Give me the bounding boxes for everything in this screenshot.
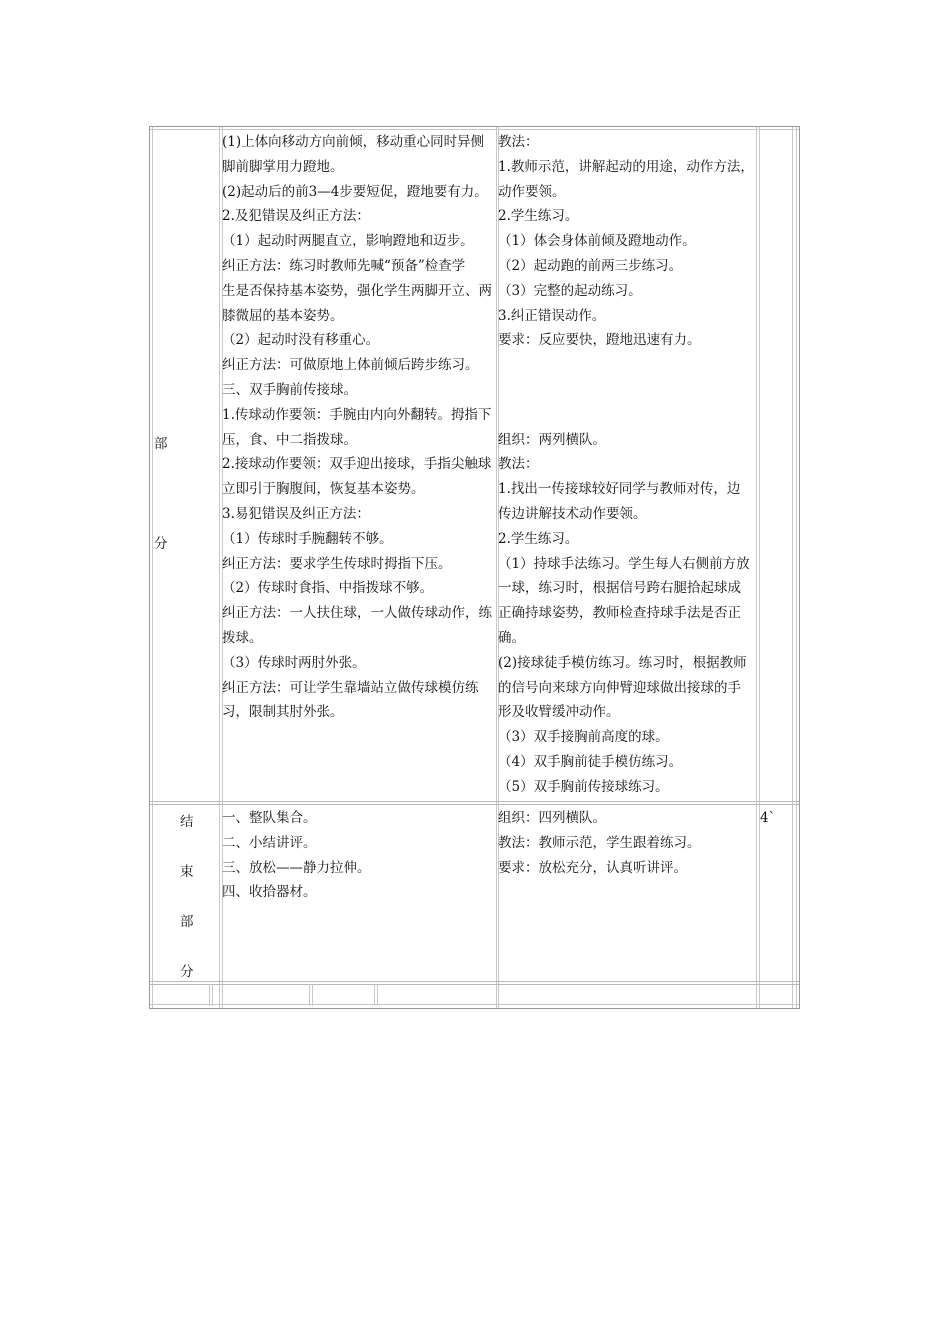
text-line: （3）传球时两肘外张。 [222,654,366,671]
col-line [756,127,757,1008]
text-line: 2.学生练习。 [498,530,579,547]
text-line: 2.及犯错误及纠正方法： [222,208,370,225]
main-section-label-2: 分 [154,536,168,552]
col-line [312,984,313,1006]
end-section-label-1: 结 [180,814,194,830]
text-line: 压，食、中二指拨球。 [222,431,357,448]
text-line: 纠正方法：要求学生传球时拇指下压。 [222,555,452,572]
text-line: 确。 [498,629,525,646]
text-line: 立即引于胸腹间，恢复基本姿势。 [222,481,425,498]
text-line: 膝微屈的基本姿势。 [222,307,344,324]
text-line: 组织：四列横队。 [498,810,606,826]
col-line [759,127,760,1008]
text-line: (2)接球徒手模仿练习。练习时，根据教师 [498,654,747,671]
col-line [152,127,153,1008]
text-line: 1.教师示范，讲解起动的用途，动作方法， [498,158,754,175]
text-line: 2.学生练习。 [498,208,579,225]
end-section-label-4: 分 [180,964,194,980]
col-line [377,984,378,1006]
col-line [212,984,213,1006]
text-line: （3）双手接胸前高度的球。 [498,729,669,746]
text-line: （1）传球时手腕翻转不够。 [222,530,393,547]
text-line: 四、收拾器材。 [222,884,317,901]
text-line: （5）双手胸前传接球练习。 [498,778,669,795]
text-line: (2)起动后的前3—4步要短促，蹬地要有力。 [222,183,488,200]
col-line [496,127,497,1008]
text-line: 3.纠正错误动作。 [498,307,606,324]
text-line: 纠正方法：练习时教师先喊“预备”检查学 [222,257,466,274]
text-line: 1.找出一传接球较好同学与教师对传，边 [498,481,741,498]
text-line: （2）传球时食指、中指拨球不够。 [222,580,434,597]
text-line: 脚前脚掌用力蹬地。 [222,158,344,175]
text-line: 一、整队集合。 [222,810,317,826]
text-line: 二、小结讲评。 [222,834,317,851]
text-line [498,378,756,403]
main-section-label-1: 部 [154,436,168,452]
col-line [219,127,220,1008]
text-line: 一球，练习时，根据信号跨右腿拾起球成 [498,580,741,597]
text-line: 纠正方法：可做原地上体前倾后跨步练习。 [222,357,479,374]
end-content-column [222,806,496,905]
text-line: （1）体会身体前倾及蹬地动作。 [498,233,696,250]
text-line: 教法：教师示范，学生跟着练习。 [498,834,701,851]
text-line: 正确持球姿势，教师检查持球手法是否正 [498,605,741,622]
text-line: 的信号向来球方向伸臂迎球做出接球的手 [498,679,741,696]
text-line [498,353,756,378]
text-line: 教法： [498,456,539,473]
row-line [150,804,799,805]
end-section-time: 4` [760,810,776,826]
row-line [150,1004,799,1005]
text-line: （2）起动时没有移重心。 [222,332,380,349]
col-line [374,984,375,1006]
col-line [309,984,310,1006]
row-line [150,801,799,802]
text-line: 生是否保持基本姿势，强化学生两脚开立、两 [222,282,492,299]
end-section-label-2: 束 [180,864,194,880]
text-line: （4）双手胸前徒手模仿练习。 [498,753,683,770]
row-line [150,984,799,985]
text-line: 1.传球动作要领：手腕由内向外翻转。拇指下 [222,406,492,423]
row-line [150,981,799,982]
text-line: 传边讲解技术动作要领。 [498,505,647,522]
text-line: 习，限制其肘外张。 [222,704,344,721]
text-line: 要求：反应要快，蹬地迅速有力。 [498,332,701,349]
main-method-column [498,130,756,800]
end-method-column [498,806,756,880]
text-line: 拨球。 [222,629,263,646]
col-line [796,127,797,1008]
text-line: （3）完整的起动练习。 [498,282,642,299]
text-line: （1）持球手法练习。学生每人右侧前方放 [498,555,750,572]
text-line [498,403,756,428]
text-line: （2）起动跑的前两三步练习。 [498,257,683,274]
text-line: 纠正方法：一人扶住球，一人做传球动作，练 [222,605,492,622]
text-line: 2.接球动作要领：双手迎出接球，手指尖触球 [222,456,492,473]
text-line: 形及收臂缓冲动作。 [498,704,620,721]
text-line: 三、放松——静力拉伸。 [222,859,371,876]
main-content-column [222,130,496,725]
text-line: 组织：两列横队。 [498,431,606,448]
text-line: （1）起动时两腿直立，影响蹬地和迈步。 [222,233,474,250]
end-section-label-3: 部 [180,914,194,930]
text-line: 纠正方法：可让学生靠墙站立做传球模仿练 [222,679,479,696]
text-line: 3.易犯错误及纠正方法： [222,505,370,522]
text-line: 三、双手胸前传接球。 [222,381,357,398]
col-line [792,127,793,1008]
col-line [209,984,210,1006]
text-line: (1)上体向移动方向前倾，移动重心同时异侧 [222,134,485,150]
text-line: 要求：放松充分，认真听讲评。 [498,859,687,876]
text-line: 动作要领。 [498,183,566,200]
text-line: 教法： [498,134,539,150]
